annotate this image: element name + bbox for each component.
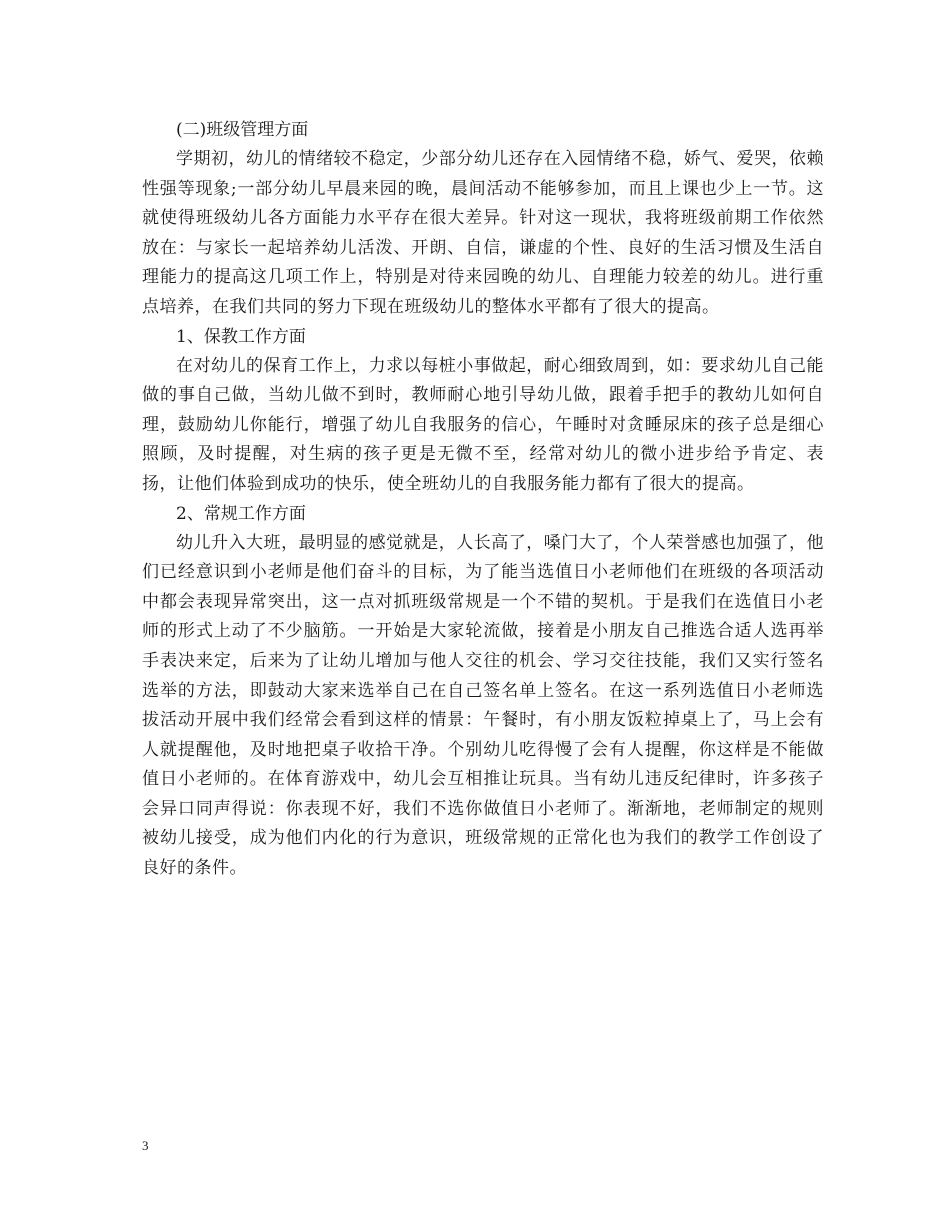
page-number: 3	[142, 1138, 149, 1153]
section-heading-care-education: 1、保教工作方面	[176, 326, 306, 347]
document-body	[142, 116, 824, 884]
paragraph-class-management: 学期初，幼儿的情绪较不稳定，少部分幼儿还存在入园情绪不稳，娇气、爱哭，依赖性强等现象;一部分幼儿早晨来园的晚，晨间活动不能够参加，而且上课也少上一节。这就使得班级幼儿各方面能力水平存在很大差异。针对这一现状，我将班级前期工作依然放在：与家长一起培养幼儿活泼、开朗、自信，谦虚的个性、良好的生活习惯及生活自理能力的提高这几项工作上，特别是对待来园晚的幼儿、自理能力较差的幼儿。进行重点培养，在我们共同的努力下现在班级幼儿的整体水平都有了很大的提高。	[142, 149, 824, 317]
section-heading-routine-work: 2、常规工作方面	[176, 503, 306, 524]
paragraph-care-education: 在对幼儿的保育工作上，力求以每桩小事做起，耐心细致周到，如：要求幼儿自己能做的事自己做，当幼儿做不到时，教师耐心地引导幼儿做，跟着手把手的教幼儿如何自理，鼓励幼儿你能行，增强了幼儿自我服务的信心，午睡时对贪睡尿床的孩子总是细心照顾，及时提醒，对生病的孩子更是无微不至，经常对幼儿的微小进步给予肯定、表扬，让他们体验到成功的快乐，使全班幼儿的自我服务能力都有了很大的提高。	[142, 355, 824, 494]
paragraph-routine-work: 幼儿升入大班，最明显的感觉就是，人长高了，嗓门大了，个人荣誉感也加强了，他们已经意识到小老师是他们奋斗的目标，为了能当选值日小老师他们在班级的各项活动中都会表现异常突出，这一点对抓班级常规是一个不错的契机。于是我们在选值日小老师的形式上动了不少脑筋。一开始是大家轮流做，接着是小朋友自己推选合适人选再举手表决来定，后来为了让幼儿增加与他人交往的机会、学习交往技能，我们又实行签名选举的方法，即鼓动大家来选举自己在自己签名单上签名。在这一系列选值日小老师选拔活动开展中我们经常会看到这样的情景：午餐时，有小朋友饭粒掉桌上了，马上会有人就提醒他，及时地把桌子收拾干净。个别幼儿吃得慢了会有人提醒，你这样是不能做值日小老师的。在体育游戏中，幼儿会互相推让玩具。当有幼儿违反纪律时，许多孩子会异口同声得说：你表现不好，我们不选你做值日小老师了。渐渐地，老师制定的规则被幼儿接受，成为他们内化的行为意识，班级常规的正常化也为我们的教学工作创设了良好的条件。	[142, 532, 824, 879]
section-heading-class-management: (二)班级管理方面	[176, 120, 309, 140]
